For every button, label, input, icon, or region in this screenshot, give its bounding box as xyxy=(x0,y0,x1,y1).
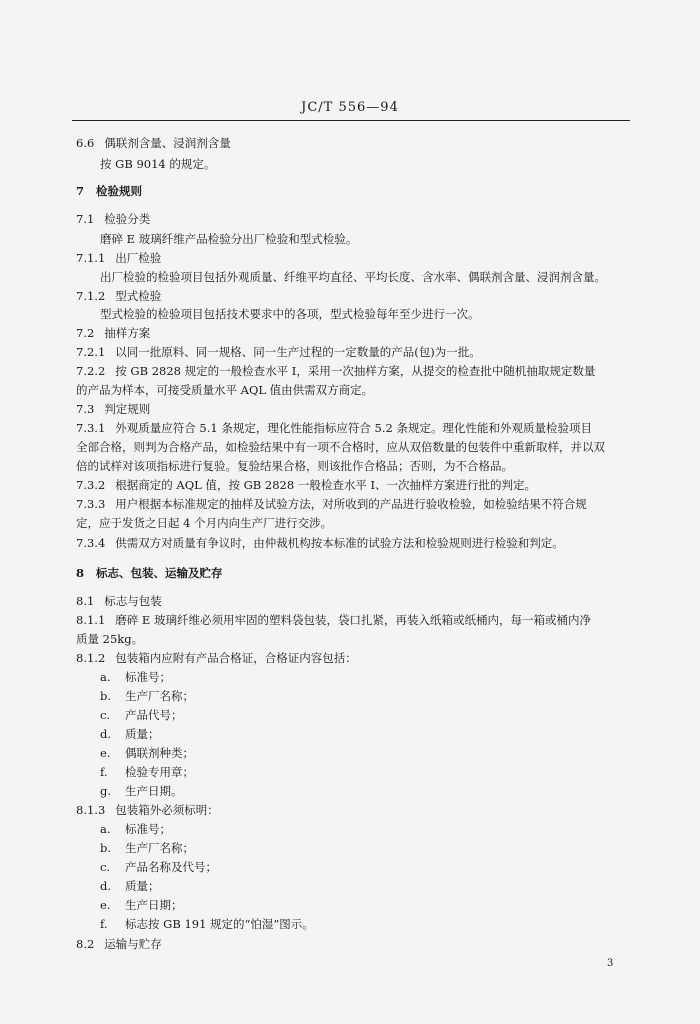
header-rule xyxy=(72,120,630,121)
section-text: 磨碎 E 玻璃纤维必须用牢固的塑料袋包装，袋口扎紧，再装入纸箱或纸桶内，每一箱或桶内净 xyxy=(115,613,591,627)
section-text: 包装箱内应附有产品合格证，合格证内容包括： xyxy=(115,651,357,665)
section-7-2-2-line-2: 的产品为样本，可接受质量水平 AQL 值由供需双方商定。 xyxy=(76,383,374,397)
section-title: 标志、包装、运输及贮存 xyxy=(96,566,223,580)
list-letter: c. xyxy=(100,860,111,874)
list-item xyxy=(100,879,160,893)
list-text: 生产厂名称； xyxy=(125,689,194,703)
list-item xyxy=(100,841,194,855)
page-number: 3 xyxy=(607,958,614,969)
list-text: 标志按 GB 191 规定的“怕湿”图示。 xyxy=(125,917,314,931)
section-text: 以同一批原料、同一规格、同一生产过程的一定数量的产品(包)为一批。 xyxy=(115,345,481,359)
section-text: 外观质量应符合 5.1 条规定，理化性能指标应符合 5.2 条规定。理化性能和外观质量检验项目 xyxy=(115,421,592,435)
list-letter: a. xyxy=(100,670,111,684)
list-text: 产品名称及代号； xyxy=(125,860,217,874)
list-text: 检验专用章； xyxy=(125,765,194,779)
section-title: 偶联剂含量、浸润剂含量 xyxy=(104,136,231,150)
section-text: 供需双方对质量有争议时，由仲裁机构按本标准的试验方法和检验规则进行检验和判定。 xyxy=(115,536,564,550)
section-number: 7.2 xyxy=(76,326,95,340)
section-title: 标志与包装 xyxy=(104,594,162,608)
section-number: 7.3.3 xyxy=(76,497,106,511)
section-8-1-3-heading xyxy=(76,803,219,817)
section-title: 运输与贮存 xyxy=(104,937,162,951)
list-text: 质量； xyxy=(125,879,160,893)
section-7-3-1-line-3: 倍的试样对该项指标进行复验。复验结果合格，则该批作合格品；否则，为不合格品。 xyxy=(76,459,513,473)
section-number: 8.1.1 xyxy=(76,613,106,627)
section-text: 包装箱外必须标明： xyxy=(115,803,219,817)
section-7-3-4 xyxy=(76,536,564,550)
list-letter: f. xyxy=(100,917,108,931)
section-number: 7.2.2 xyxy=(76,364,106,378)
section-8-1-heading xyxy=(76,594,162,608)
section-8-heading xyxy=(76,566,223,580)
section-number: 7.3.1 xyxy=(76,421,106,435)
section-7-heading xyxy=(76,184,142,198)
section-number: 6.6 xyxy=(76,136,95,150)
list-item xyxy=(100,746,194,760)
list-letter: e. xyxy=(100,746,111,760)
section-7-3-1-line-1 xyxy=(76,421,592,435)
list-item xyxy=(100,689,194,703)
section-6-6-text: 按 GB 9014 的规定。 xyxy=(100,157,216,171)
section-7-2-2-line-1 xyxy=(76,364,595,378)
section-8-2-heading xyxy=(76,937,162,951)
list-item xyxy=(100,917,314,931)
section-number: 8.1 xyxy=(76,594,95,608)
section-6-6-heading xyxy=(76,136,231,150)
section-8-1-1-line-2: 质量 25kg。 xyxy=(76,632,144,646)
section-title: 型式检验 xyxy=(115,289,162,303)
list-letter: g. xyxy=(100,784,112,798)
list-text: 标准号； xyxy=(125,670,171,684)
list-letter: b. xyxy=(100,841,112,855)
section-number: 7.2.1 xyxy=(76,345,106,359)
list-text: 生产日期。 xyxy=(125,784,183,798)
section-8-1-1-line-1 xyxy=(76,613,591,627)
list-letter: b. xyxy=(100,689,112,703)
section-7-1-2-heading xyxy=(76,289,161,303)
list-letter: f. xyxy=(100,765,108,779)
list-text: 偶联剂种类； xyxy=(125,746,194,760)
section-number: 7.3.4 xyxy=(76,536,106,550)
standard-number-header: JC/T 556—94 xyxy=(301,100,399,115)
list-letter: e. xyxy=(100,898,111,912)
list-item xyxy=(100,898,183,912)
list-item xyxy=(100,822,171,836)
section-title: 判定规则 xyxy=(104,402,151,416)
list-letter: d. xyxy=(100,879,112,893)
section-number: 7.1.2 xyxy=(76,289,106,303)
section-title: 出厂检验 xyxy=(115,251,162,265)
list-letter: c. xyxy=(100,708,111,722)
section-number: 8.2 xyxy=(76,937,95,951)
list-item xyxy=(100,708,183,722)
section-number: 8 xyxy=(76,566,85,580)
section-title: 抽样方案 xyxy=(104,326,151,340)
list-text: 质量； xyxy=(125,727,160,741)
section-number: 8.1.2 xyxy=(76,651,106,665)
section-number: 7.1 xyxy=(76,212,95,226)
list-text: 产品代号； xyxy=(125,708,183,722)
section-7-2-heading xyxy=(76,326,150,340)
list-text: 标准号； xyxy=(125,822,171,836)
section-text: 用户根据本标准规定的抽样及试验方法，对所收到的产品进行验收检验，如检验结果不符合规 xyxy=(115,497,587,511)
section-number: 7.3.2 xyxy=(76,478,106,492)
section-7-3-1-line-2: 全部合格，则判为合格产品，如检验结果中有一项不合格时，应从双倍数量的包装件中重新取样，并以双 xyxy=(76,440,605,454)
list-text: 生产厂名称； xyxy=(125,841,194,855)
section-title: 检验规则 xyxy=(96,184,143,198)
section-text: 根据商定的 AQL 值，按 GB 2828 一般检查水平 I、一次抽样方案进行批的判定。 xyxy=(115,478,537,492)
section-title: 检验分类 xyxy=(104,212,151,226)
section-7-1-2-text: 型式检验的检验项目包括技术要求中的各项，型式检验每年至少进行一次。 xyxy=(100,307,480,321)
section-7-2-1 xyxy=(76,345,481,359)
list-text: 生产日期； xyxy=(125,898,183,912)
section-7-1-1-heading xyxy=(76,251,161,265)
section-7-3-3-line-1 xyxy=(76,497,587,511)
section-number: 8.1.3 xyxy=(76,803,106,817)
section-7-3-3-line-2: 定，应于发货之日起 4 个月内向生产厂进行交涉。 xyxy=(76,516,333,530)
section-7-1-text: 磨碎 E 玻璃纤维产品检验分出厂检验和型式检验。 xyxy=(100,232,358,246)
section-7-1-1-text: 出厂检验的检验项目包括外观质量、纤维平均直径、平均长度、含水率、偶联剂含量、浸润剂含量。 xyxy=(100,270,606,284)
list-item xyxy=(100,860,217,874)
section-7-3-heading xyxy=(76,402,150,416)
section-7-1-heading xyxy=(76,212,150,226)
list-item xyxy=(100,670,171,684)
list-letter: a. xyxy=(100,822,111,836)
section-7-3-2 xyxy=(76,478,536,492)
section-number: 7.3 xyxy=(76,402,95,416)
section-text: 按 GB 2828 规定的一般检查水平 I，采用一次抽样方案，从提交的检查批中随机抽取规定数量 xyxy=(115,364,596,378)
list-item xyxy=(100,727,160,741)
section-8-1-2-heading xyxy=(76,651,357,665)
list-letter: d. xyxy=(100,727,112,741)
list-item xyxy=(100,765,194,779)
list-item xyxy=(100,784,183,798)
section-number: 7.1.1 xyxy=(76,251,106,265)
section-number: 7 xyxy=(76,184,85,198)
